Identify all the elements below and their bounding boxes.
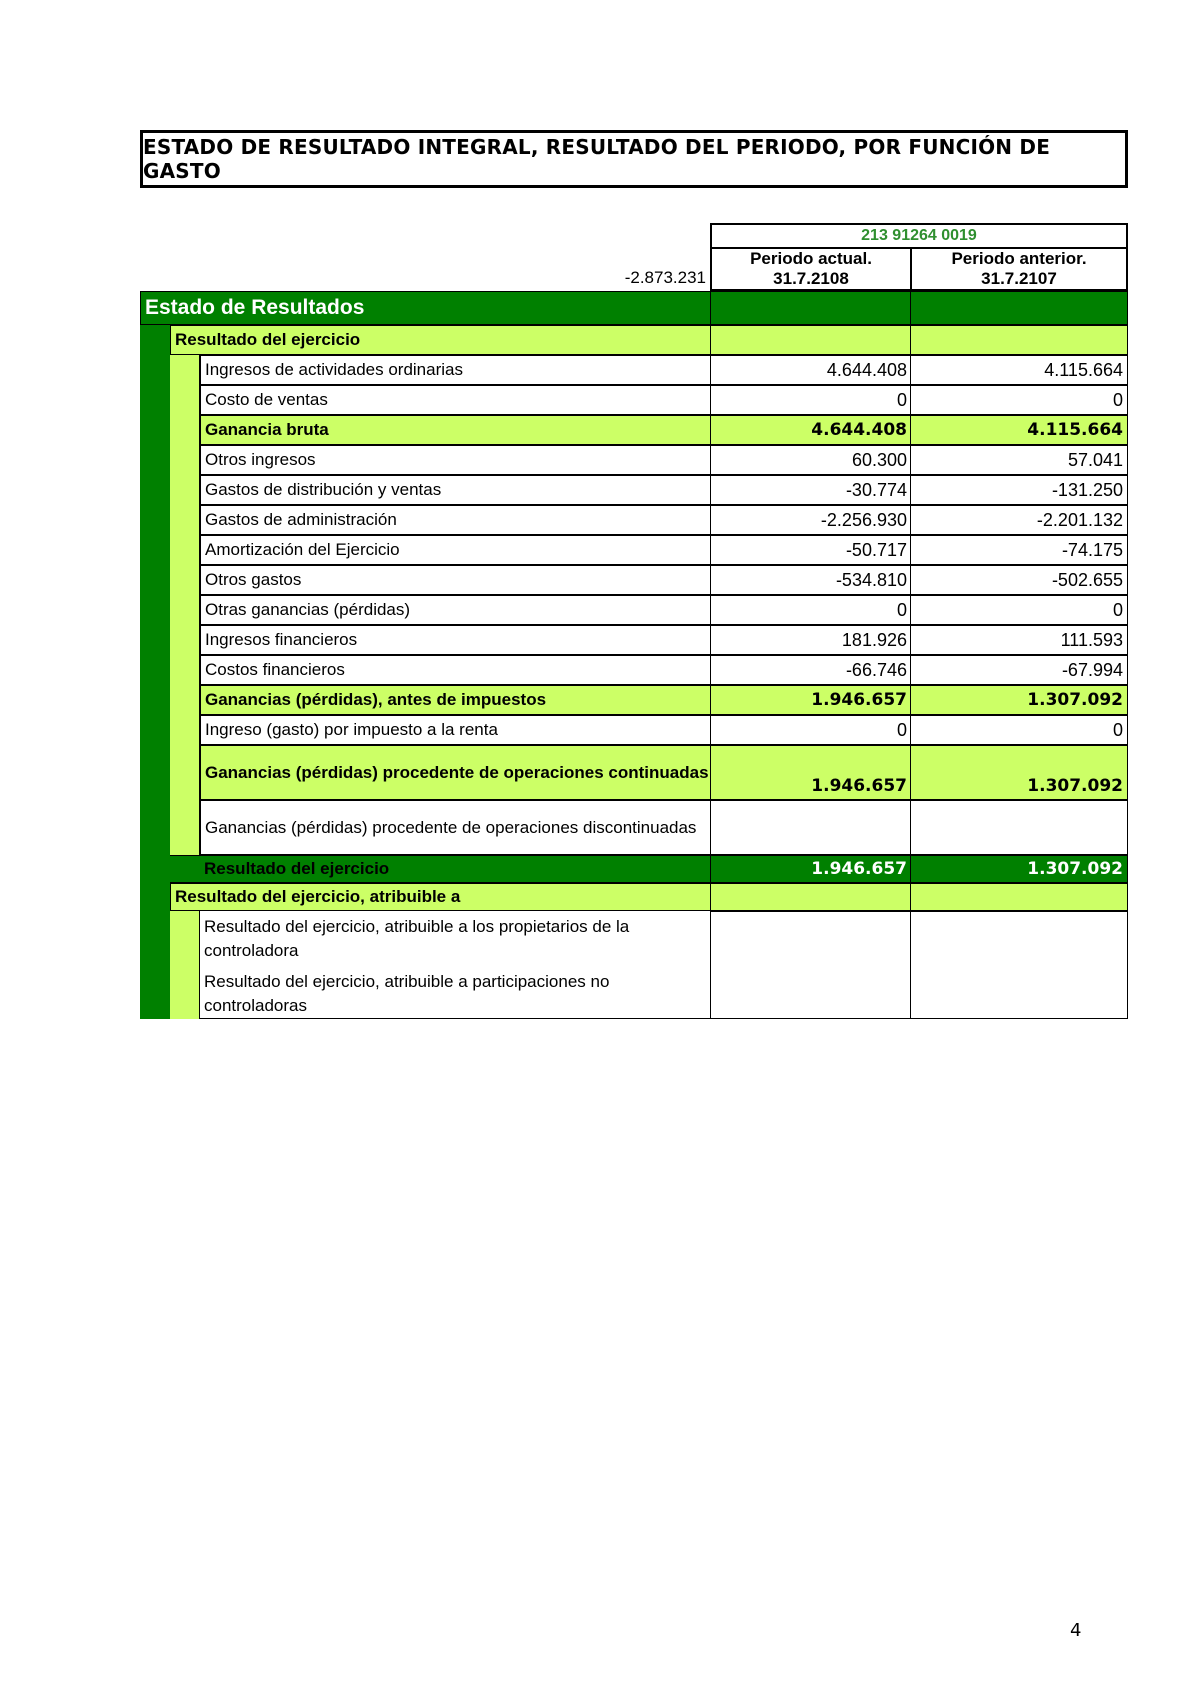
row-label: Costo de ventas	[200, 385, 712, 415]
result-total-cur: 1.946.657	[710, 855, 912, 883]
row-value-current: -30.774	[710, 475, 912, 505]
result-total-row	[140, 855, 1128, 883]
row-value-current: 4.644.408	[710, 355, 912, 385]
period-current-header	[710, 247, 912, 291]
subsection-2-title: Resultado del ejercicio, atribuible a	[170, 883, 712, 911]
subsection-1-title: Resultado del ejercicio	[170, 325, 712, 355]
row-value-previous: -131.250	[910, 475, 1128, 505]
statement-row	[140, 505, 1128, 535]
row-label: Ingresos de actividades ordinarias	[200, 355, 712, 385]
row-value-previous: -67.994	[910, 655, 1128, 685]
statement-row	[140, 475, 1128, 505]
sub2-cur-cell	[710, 883, 912, 911]
row-label: Ganancias (pérdidas) procedente de operaciones discontinuadas	[200, 800, 712, 855]
statement-row	[140, 355, 1128, 385]
row-value-current: 181.926	[710, 625, 912, 655]
row-value-previous: 0	[910, 385, 1128, 415]
attrib-row-1: Resultado del ejercicio, atribuible a los propietarios de la controladora	[204, 917, 630, 960]
statement-row	[140, 535, 1128, 565]
row-label: Ingresos financieros	[200, 625, 712, 655]
row-value-previous: 1.307.092	[910, 745, 1128, 800]
period-previous-header	[910, 247, 1128, 291]
row-value-previous: 0	[910, 595, 1128, 625]
attrib-block	[140, 911, 1128, 1019]
sub1-cur-cell	[710, 325, 912, 355]
row-value-previous: 1.307.092	[910, 685, 1128, 715]
statement-row	[140, 715, 1128, 745]
row-label: Otros gastos	[200, 565, 712, 595]
row-value-current	[710, 800, 912, 855]
row-value-previous: 111.593	[910, 625, 1128, 655]
statement-row	[140, 565, 1128, 595]
row-label: Costos financieros	[200, 655, 712, 685]
attrib-prev-cell	[910, 911, 1128, 1019]
row-value-current: 1.946.657	[710, 745, 912, 800]
row-value-current: 0	[710, 715, 912, 745]
section-header-row	[140, 291, 1128, 325]
attrib-labels	[200, 911, 712, 1019]
document-title: ESTADO DE RESULTADO INTEGRAL, RESULTADO DEL PERIODO, POR FUNCIÓN DE GASTO	[140, 130, 1128, 188]
row-value-previous: -2.201.132	[910, 505, 1128, 535]
row-label: Gastos de administración	[200, 505, 712, 535]
row-label: Ingreso (gasto) por impuesto a la renta	[200, 715, 712, 745]
row-value-current: 1.946.657	[710, 685, 912, 715]
statement-row	[140, 385, 1128, 415]
outside-value: -2.873.231	[624, 268, 706, 287]
row-value-current: -2.256.930	[710, 505, 912, 535]
statement-row	[140, 625, 1128, 655]
sub1-prev-cell	[910, 325, 1128, 355]
row-value-previous: -74.175	[910, 535, 1128, 565]
subsection-1-row	[140, 325, 1128, 355]
row-value-current: 4.644.408	[710, 415, 912, 445]
statement-row	[140, 595, 1128, 625]
result-total-label	[170, 855, 712, 883]
statement-row	[140, 800, 1128, 855]
row-value-previous: 4.115.664	[910, 415, 1128, 445]
row-value-current: -534.810	[710, 565, 912, 595]
statement-row	[140, 415, 1128, 445]
row-value-previous: 0	[910, 715, 1128, 745]
result-total-prev: 1.307.092	[910, 855, 1128, 883]
statement-row	[140, 445, 1128, 475]
row-value-current: 0	[710, 595, 912, 625]
row-label: Ganancia bruta	[200, 415, 712, 445]
row-label: Otros ingresos	[200, 445, 712, 475]
section-cur-cell	[710, 291, 912, 325]
attrib-row-2: Resultado del ejercicio, atribuible a participaciones no controladoras	[204, 972, 610, 1015]
result-total-label-text: Resultado del ejercicio	[204, 859, 390, 878]
statement-row	[140, 685, 1128, 715]
row-label: Ganancias (pérdidas) procedente de operaciones continuadas	[200, 745, 712, 800]
period-previous-label: Periodo anterior.	[951, 249, 1087, 268]
statement-row	[140, 655, 1128, 685]
row-value-current: 60.300	[710, 445, 912, 475]
row-value-current: 0	[710, 385, 912, 415]
company-code: 213 91264 0019	[710, 223, 1128, 247]
row-value-previous: 4.115.664	[910, 355, 1128, 385]
row-value-previous: 57.041	[910, 445, 1128, 475]
sub2-prev-cell	[910, 883, 1128, 911]
page-number: 4	[1070, 1620, 1082, 1641]
row-value-previous: -502.655	[910, 565, 1128, 595]
row-value-previous	[910, 800, 1128, 855]
row-label: Gastos de distribución y ventas	[200, 475, 712, 505]
row-value-current: -50.717	[710, 535, 912, 565]
row-value-current: -66.746	[710, 655, 912, 685]
statement-row	[140, 745, 1128, 800]
period-current-label: Periodo actual.	[750, 249, 872, 268]
row-label: Ganancias (pérdidas), antes de impuestos	[200, 685, 712, 715]
section-title: Estado de Resultados	[140, 291, 712, 325]
section-prev-cell	[910, 291, 1128, 325]
subsection-2-row	[140, 883, 1128, 911]
attrib-cur-cell	[710, 911, 912, 1019]
period-current-date: 31.7.2108	[773, 269, 849, 288]
row-label: Amortización del Ejercicio	[200, 535, 712, 565]
period-previous-date: 31.7.2107	[981, 269, 1057, 288]
row-label: Otras ganancias (pérdidas)	[200, 595, 712, 625]
